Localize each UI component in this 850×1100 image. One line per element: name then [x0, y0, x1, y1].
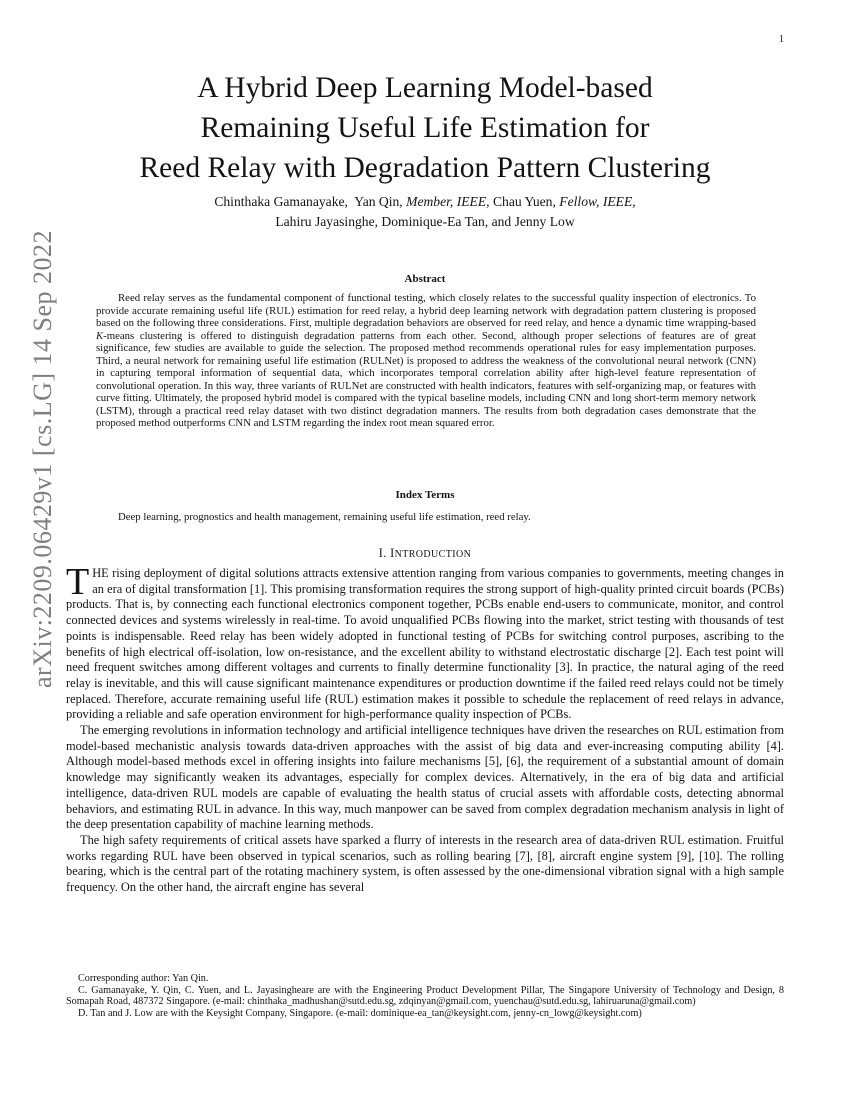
index-terms-heading: Index Terms [395, 489, 455, 501]
author-list [60, 192, 790, 232]
author-gamanayake: Chinthaka Gamanayake, [214, 194, 348, 209]
section-initial: I [390, 546, 395, 560]
author-yuen: Chau Yuen, [492, 194, 556, 209]
paper-title [60, 68, 790, 188]
footnote-corresponding-author: Corresponding author: Yan Qin. [78, 973, 209, 984]
section-numeral: I. [378, 546, 391, 560]
abstract-text-part-2: -means clustering is offered to distinguish degradation patterns from each other. Second, although proper selections of features are of great significance, few studies are available to guide the selection. The proposed method recommends operational rules for easy implementation purposes. Third, a neural network for remaining useful life estimation (RULNet) is proposed to address the weakness of the convolutional neural network (CNN) in capturing temporal information of sequential data, which incorporates temporal correlation ability after high-level feature representation of convolutional operation. In this way, three variants of RULNet are constructed with health indicators, features with self-organizing map, or features with curve fitting. Ultimately, the proposed hybrid model is compared with the typical baseline models, including CNN and long short-term memory network (LSTM), through a practical reed relay dataset with two distinct degradation manners. The results from both degradation cases demonstrate that the proposed method outperforms CNN and LSTM regarding the index root mean squared error. [96, 329, 756, 429]
index-terms-text: Deep learning, prognostics and health management, remaining useful life estimation, reed relay. [118, 511, 531, 523]
title-line-3: Reed Relay with Degradation Pattern Clustering [139, 152, 711, 184]
page-number: 1 [779, 34, 784, 45]
intro-paragraph-2: The emerging revolutions in information technology and artificial intelligence techniques have driven the researches on RUL estimation from model-based mechanistic analysis towards data-driven approaches with the assist of big data and ever-increasing computing ability [4]. Although model-based methods excel in offering insights into failure mechanisms [5], [6], the requirement of a substantial amount of domain knowledge may significantly weaken its advantages, especially for complex devices. Alternatively, in the era of big data and artificial intelligence, data-driven RUL models are capable of evaluating the health status of crucial assets with affordable costs, detecting abnormal behaviors, and estimating RUL in advance. In this way, much manpower can be saved from complex degradation mechanism analysis in light of the deep presentation capability of machine learning methods. [66, 723, 784, 832]
section-title-rest: NTRODUCTION [394, 549, 472, 560]
author-qin: Yan Qin, [354, 194, 403, 209]
abstract-text-part-1: Reed relay serves as the fundamental component of functional testing, which closely relates to the successful quality inspection of electronics. To provide accurate remaining useful life (RUL) estimation for reed relay, a hybrid deep learning network with degradation pattern clustering is proposed based on the following three considerations. First, multiple degradation behaviors are observed for reed relay, and hence a dynamic time wrapping-based [96, 292, 756, 329]
footnotes [66, 973, 784, 1019]
introduction-body [66, 561, 784, 896]
author-line-2: Lahiru Jayasinghe, Dominique-Ea Tan, and Jenny Low [275, 214, 575, 229]
abstract-text [96, 292, 756, 430]
intro-paragraph-1 [66, 561, 784, 723]
title-line-2: Remaining Useful Life Estimation for [200, 112, 650, 144]
drop-cap: T [66, 561, 90, 603]
introduction-heading [0, 546, 850, 561]
arxiv-identifier-text: arXiv:2209.06429v1 [cs.LG] 14 Sep 2022 [28, 229, 57, 688]
title-line-1: A Hybrid Deep Learning Model-based [197, 72, 653, 104]
k-symbol: K [96, 329, 104, 342]
intro-paragraph-3: The high safety requirements of critical assets have sparked a flurry of interests in the research area of data-driven RUL estimation. Fruitful works regarding RUL have been observed in typical scenarios, such as rolling bearing [7], [8], aircraft engine system [9], [10]. The rolling bearing, which is the central part of the rotating machinery system, is often assessed by the one-dimensional vibration signal with a high sample frequency. On the other hand, the aircraft engine has several [66, 832, 784, 895]
author-line-1 [60, 192, 790, 212]
author-yuen-role: Fellow, IEEE, [559, 194, 636, 209]
author-qin-role: Member, IEEE, [406, 194, 490, 209]
intro-paragraph-1-text: HE rising deployment of digital solutions attracts extensive attention ranging from various companies to governments, meeting changes in an era of digital transformation [1]. This promising transformation requires the strong support of high-quality printed circuit boards (PCBs) products. That is, by connecting each functional electronics component together, PCBs enable end-users to communicate, monitor, and control connected devices and systems wirelessly in real-time. To avoid unqualified PCBs flowing into the market, strict testing with thousands of test points is indispensable. Reed relay has been widely adopted in functional testing of PCBs for switching control purposes, ascribing to the benefits of high electrical off-isolation, low on-resistance, and the excellent ability to withstand electrostatic discharge [2]. Each test point will need frequent switches among different voltages and currents to finally determine functionality [3]. In practice, the natural aging of the reed relay is inevitable, and this will cause significant maintenance expenditures or production downtime if the failed reed relays could not be timely replaced. Therefore, accurate remaining useful life (RUL) estimation makes it possible to schedule the replacement of reed relays in advance, providing a reliable and safe operation environment for high-performance quality inspection of PCBs. [66, 566, 784, 722]
footnote-affiliation-sutd: C. Gamanayake, Y. Qin, C. Yuen, and L. Jayasingheare are with the Engineering Product Development Pillar, The Singapore University of Technology and Design, 8 Somapah Road, 487372 Singapore. (e-mail: chinthaka_madhushan@sutd.edu.sg, zdqinyan@gmail.com, yuenchau@sutd.edu.sg, lahiruaruna@gmail.com) [66, 984, 784, 1008]
footnote-affiliation-keysight: D. Tan and J. Low are with the Keysight Company, Singapore. (e-mail: dominique-ea_tan@keysight.com, jenny-cn_lowg@keysight.com) [78, 1007, 642, 1019]
abstract-heading: Abstract [404, 273, 446, 285]
